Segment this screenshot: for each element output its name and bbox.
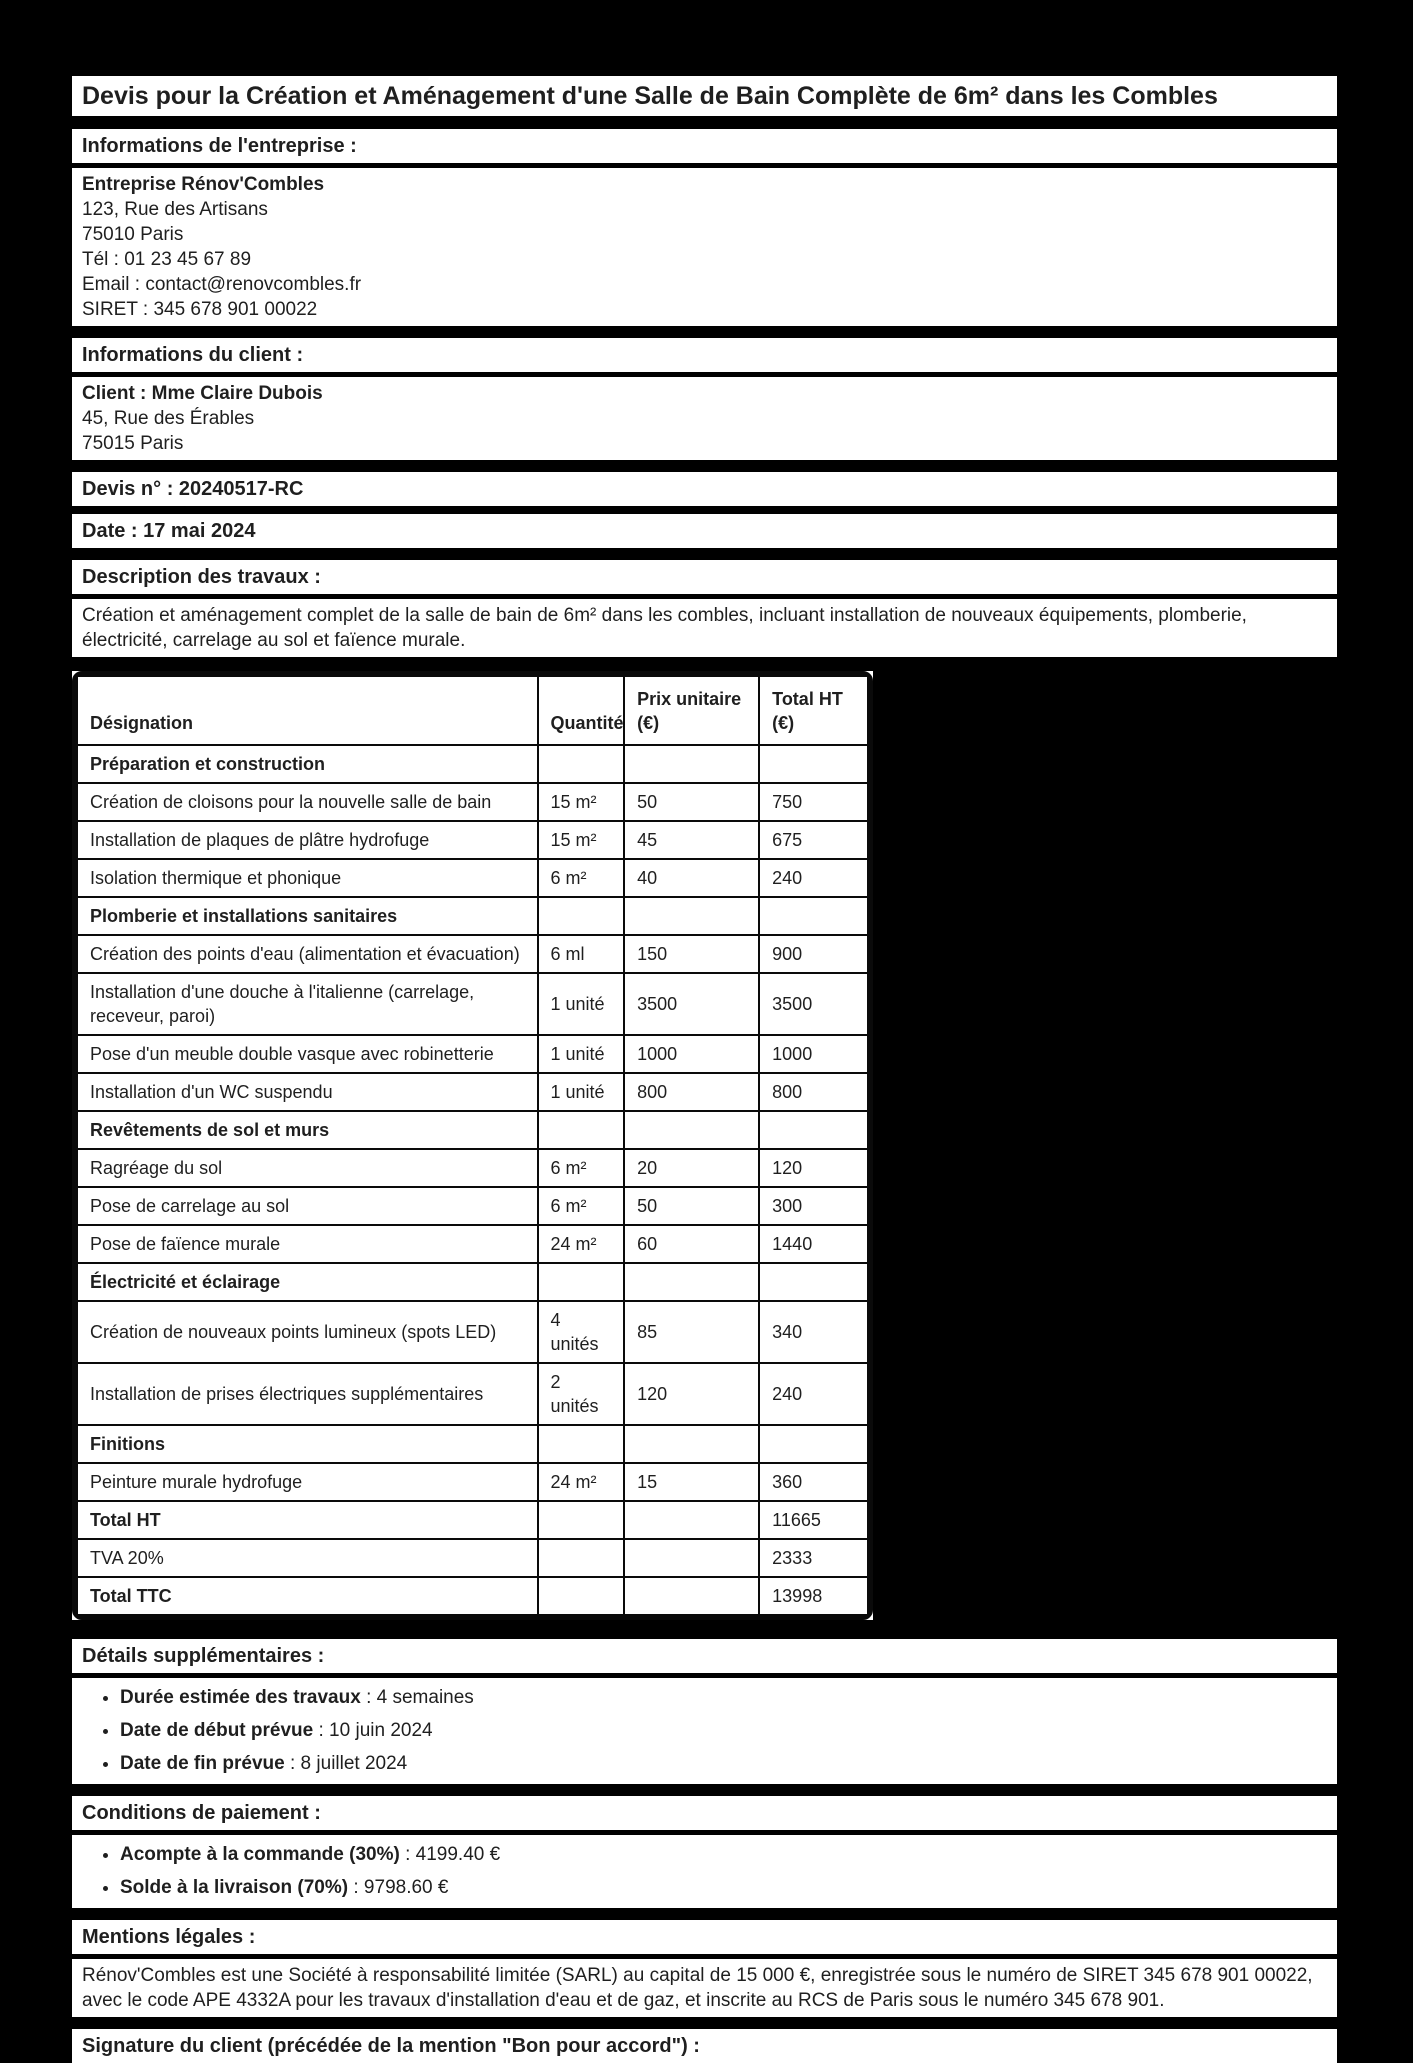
table-row [78,974,867,1034]
table-row [78,1036,867,1072]
cell-quantity: 15 m² [539,822,624,858]
cell-unit-price: 20 [625,1150,758,1186]
table-row [78,822,867,858]
cell-quantity: 6 m² [539,1188,624,1224]
list-item: • Acompte à la commande (30%) : 4199.40 € [120,1843,1327,1867]
legal-notice-text: Rénov'Combles est une Société à responsabilité limitée (SARL) au capital de 15 000 €, enregistrée sous le numéro de SIRET 345 678 901 00022, avec le code APE 4332A pour les travaux d'installation d'eau et de gaz, et inscrite au RCS de Paris sous le numéro 345 678 901. [72,1959,1337,2017]
cell-quantity [539,1426,624,1462]
list-item: • Durée estimée des travaux : 4 semaines [120,1686,1327,1710]
cell-designation: Création de nouveaux points lumineux (spots LED) [78,1302,537,1362]
cell-unit-price: 85 [625,1302,758,1362]
cell-unit-price [625,1426,758,1462]
table-row [78,1464,867,1500]
cell-quantity: 15 m² [539,784,624,820]
cell-total-ht: 900 [760,936,867,972]
company-info-block [72,168,1337,326]
cell-quantity [539,1112,624,1148]
text-line: Tél : 01 23 45 67 89 [82,249,252,270]
total-ht-currency: (€) [772,713,795,733]
payment-terms-list [72,1835,1337,1908]
cell-unit-price: 50 [625,1188,758,1224]
work-description-text: Création et aménagement complet de la salle de bain de 6m² dans les combles, incluant installation de nouveaux équipements, plomberie, électricité, carrelage au sol et faïence murale. [72,599,1337,657]
section-header-client-info: Informations du client : [72,338,1337,372]
cell-designation: Création des points d'eau (alimentation et évacuation) [78,936,537,972]
cell-designation: Installation de plaques de plâtre hydrofuge [78,822,537,858]
cell-unit-price: 150 [625,936,758,972]
quote-number: Devis n° : 20240517-RC [72,472,1337,506]
cell-designation: Total TTC [78,1578,537,1614]
cell-designation: Finitions [78,1426,537,1462]
unit-price-label: Prix unitaire [637,689,742,709]
cell-designation: Préparation et construction [78,746,537,782]
cell-total-ht [760,746,867,782]
text-line: 123, Rue des Artisans [82,199,268,220]
list-item: • Solde à la livraison (70%) : 9798.60 € [120,1876,1327,1900]
column-header-total-ht [760,677,867,744]
text-line: Entreprise Rénov'Combles [82,174,325,195]
cell-unit-price [625,746,758,782]
quote-document [72,76,1337,2063]
cell-total-ht: 360 [760,1464,867,1500]
cell-total-ht [760,1426,867,1462]
cell-designation: Électricité et éclairage [78,1264,537,1300]
text-line: 45, Rue des Érables [82,408,255,429]
cell-quantity: 4 unités [539,1302,624,1362]
cell-quantity [539,1540,624,1576]
cell-designation: Pose de faïence murale [78,1226,537,1262]
cell-unit-price: 800 [625,1074,758,1110]
cell-designation: Ragréage du sol [78,1150,537,1186]
cell-quantity: 1 unité [539,974,624,1034]
cell-quantity: 6 m² [539,1150,624,1186]
cell-quantity: 6 ml [539,936,624,972]
additional-details-list [72,1678,1337,1784]
list-item: • Date de début prévue : 10 juin 2024 [120,1719,1327,1743]
cell-designation: Création de cloisons pour la nouvelle salle de bain [78,784,537,820]
cell-designation: Pose d'un meuble double vasque avec robinetterie [78,1036,537,1072]
cell-quantity: 1 unité [539,1074,624,1110]
cell-total-ht: 675 [760,822,867,858]
table-row [78,936,867,972]
cell-unit-price: 15 [625,1464,758,1500]
cell-quantity [539,1264,624,1300]
table-row [78,1502,867,1538]
cell-total-ht: 800 [760,1074,867,1110]
table-row [78,1188,867,1224]
column-header-unit-price [625,677,758,744]
cell-total-ht: 13998 [760,1578,867,1614]
section-header-company-info: Informations de l'entreprise : [72,129,1337,163]
table-row [78,1226,867,1262]
cell-designation: Revêtements de sol et murs [78,1112,537,1148]
cell-quantity [539,898,624,934]
list-item: • Date de fin prévue : 8 juillet 2024 [120,1752,1327,1776]
table-section-row [78,1426,867,1462]
cell-designation: Installation de prises électriques supplémentaires [78,1364,537,1424]
cell-unit-price: 40 [625,860,758,896]
client-info-block [72,377,1337,460]
cell-designation: Installation d'une douche à l'italienne (carrelage, receveur, paroi) [78,974,537,1034]
table-row [78,1578,867,1614]
section-header-payment-terms: Conditions de paiement : [72,1796,1337,1830]
cell-total-ht: 240 [760,1364,867,1424]
cell-total-ht [760,1112,867,1148]
cell-designation: Pose de carrelage au sol [78,1188,537,1224]
cell-quantity: 1 unité [539,1036,624,1072]
cell-unit-price [625,1264,758,1300]
total-ht-label: Total HT [772,689,843,709]
cell-quantity [539,1502,624,1538]
table-section-row [78,1112,867,1148]
section-header-additional-details: Détails supplémentaires : [72,1639,1337,1673]
cell-unit-price: 45 [625,822,758,858]
cell-unit-price [625,1112,758,1148]
cell-unit-price [625,1578,758,1614]
quote-table-body [78,746,867,1614]
quote-table [72,671,873,1620]
column-header-designation: Désignation [78,677,537,744]
text-line: Email : contact@renovcombles.fr [82,274,362,295]
cell-quantity: 24 m² [539,1464,624,1500]
text-line: SIRET : 345 678 901 00022 [82,299,318,320]
page-title: Devis pour la Création et Aménagement d'une Salle de Bain Complète de 6m² dans les Combles [72,76,1337,116]
cell-total-ht: 2333 [760,1540,867,1576]
cell-unit-price [625,1502,758,1538]
table-row [78,1150,867,1186]
table-section-row [78,898,867,934]
cell-total-ht: 240 [760,860,867,896]
cell-designation: Peinture murale hydrofuge [78,1464,537,1500]
section-header-work-description: Description des travaux : [72,560,1337,594]
table-row [78,784,867,820]
cell-designation: Total HT [78,1502,537,1538]
cell-quantity: 6 m² [539,860,624,896]
text-line: Client : Mme Claire Dubois [82,383,323,404]
cell-total-ht: 11665 [760,1502,867,1538]
table-header-row [78,677,867,744]
table-row [78,860,867,896]
quote-table-wrapper [72,671,873,1620]
column-header-quantity: Quantité [539,677,624,744]
cell-designation: Isolation thermique et phonique [78,860,537,896]
cell-total-ht: 3500 [760,974,867,1034]
table-row [78,1074,867,1110]
cell-designation: Plomberie et installations sanitaires [78,898,537,934]
cell-quantity [539,1578,624,1614]
cell-unit-price: 120 [625,1364,758,1424]
cell-unit-price: 3500 [625,974,758,1034]
table-row [78,1302,867,1362]
cell-designation: TVA 20% [78,1540,537,1576]
quote-date: Date : 17 mai 2024 [72,514,1337,548]
table-section-row [78,746,867,782]
cell-designation: Installation d'un WC suspendu [78,1074,537,1110]
cell-total-ht: 750 [760,784,867,820]
cell-total-ht: 1440 [760,1226,867,1262]
table-section-row [78,1264,867,1300]
cell-quantity: 24 m² [539,1226,624,1262]
cell-total-ht: 300 [760,1188,867,1224]
cell-unit-price: 1000 [625,1036,758,1072]
cell-unit-price: 60 [625,1226,758,1262]
cell-unit-price [625,898,758,934]
cell-quantity [539,746,624,782]
table-row [78,1364,867,1424]
cell-total-ht [760,1264,867,1300]
cell-total-ht: 1000 [760,1036,867,1072]
text-line: 75010 Paris [82,224,184,245]
signature-header: Signature du client (précédée de la mention "Bon pour accord") : [72,2029,1337,2063]
table-row [78,1540,867,1576]
text-line: 75015 Paris [82,433,184,454]
cell-unit-price [625,1540,758,1576]
unit-price-currency: (€) [637,713,660,733]
cell-quantity: 2 unités [539,1364,624,1424]
cell-total-ht: 120 [760,1150,867,1186]
section-header-legal-notice: Mentions légales : [72,1920,1337,1954]
cell-total-ht [760,898,867,934]
cell-total-ht: 340 [760,1302,867,1362]
cell-unit-price: 50 [625,784,758,820]
